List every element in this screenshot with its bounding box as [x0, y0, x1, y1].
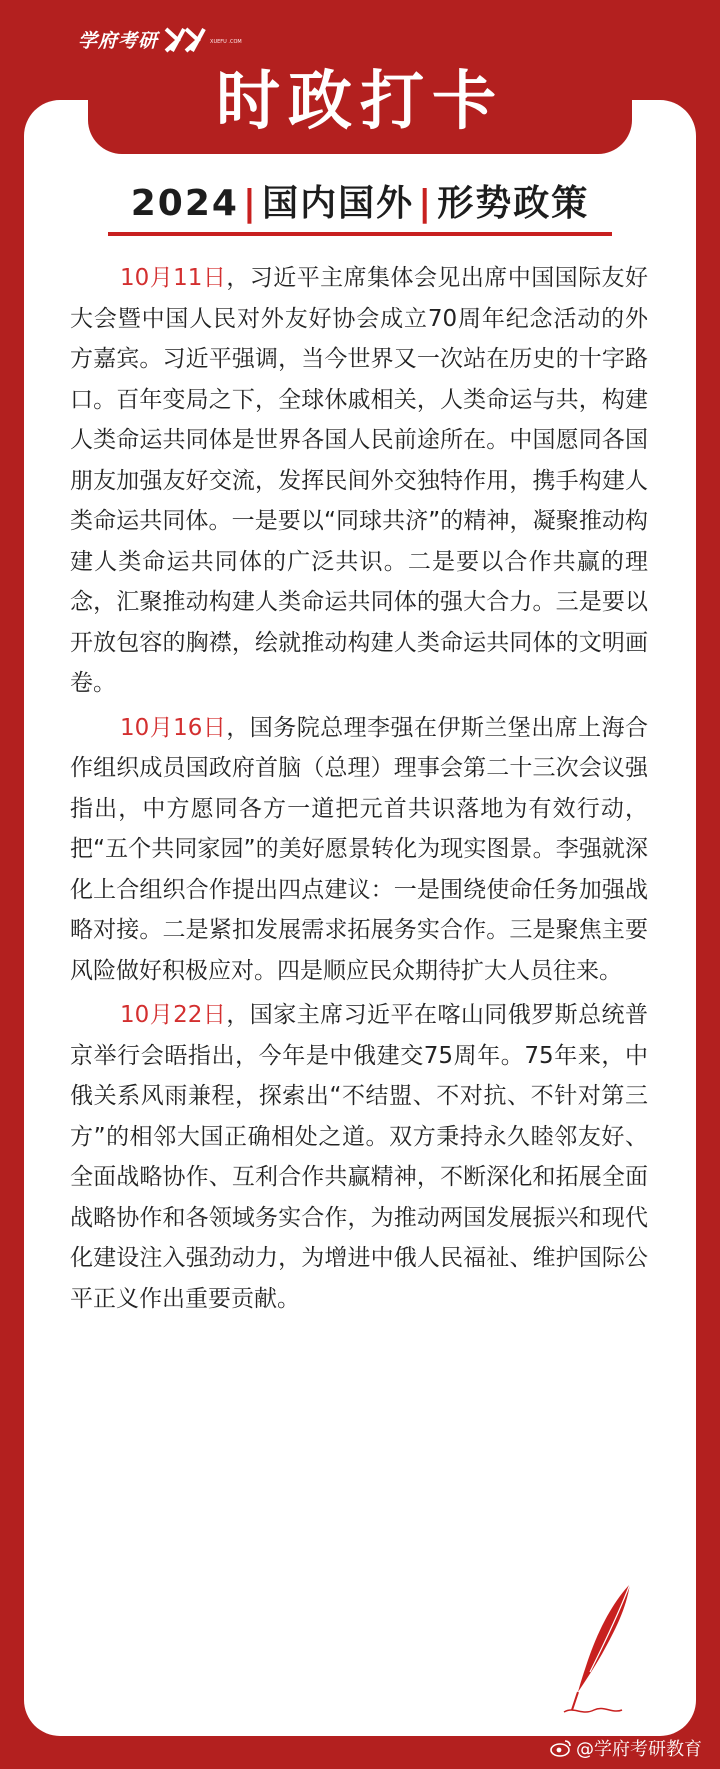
- subtitle-year: 2024: [130, 183, 239, 224]
- watermark: [550, 1735, 702, 1761]
- page-title: 时政打卡: [216, 65, 504, 139]
- article-list: [70, 258, 648, 1323]
- article-paragraph: [70, 708, 648, 992]
- xuefu-logo-icon: [164, 27, 208, 53]
- article-paragraph: [70, 995, 648, 1319]
- page-subtitle: [100, 178, 620, 230]
- subtitle-domestic: 国内国外: [262, 183, 415, 224]
- article-text: ，国务院总理李强在伊斯兰堡出席上海合作组织成员国政府首脑（总理）理事会第二十三次会议强指出，中方愿同各方一道把元首共识落地为有效行动，把“五个共同家园”的美好愿景转化为现实图景。李强就深化上合组织合作提出四点建议：一是围绕使命任务加强战略对接。二是紧扣发展需求拓展务实合作。三是聚焦主要风险做好积极应对。四是顺应民众期待扩大人员往来。: [70, 714, 648, 984]
- article-text: ，习近平主席集体会见出席中国国际友好大会暨中国人民对外友好协会成立70周年纪念活动的外方嘉宾。习近平强调，当今世界又一次站在历史的十字路口。百年变局之下，全球休戚相关，人类命运与共，构建人类命运共同体是世界各国人民前途所在。中国愿同各国朋友加强友好交流，发挥民间外交独特作用，携手构建人类命运共同体。一是要以“同球共济”的精神，凝聚推动构建人类命运共同体的广泛共识。二是要以合作共赢的理念，汇聚推动构建人类命运共同体的强大合力。三是要以开放包容的胸襟，绘就推动构建人类命运共同体的文明画卷。: [70, 265, 648, 696]
- subtitle-divider: |: [418, 183, 434, 224]
- quill-pen-icon: [560, 1580, 640, 1720]
- brand-name: 学府考研: [78, 30, 159, 52]
- watermark-text: @学府考研教育: [576, 1739, 702, 1760]
- subtitle-policy: 形势政策: [437, 183, 590, 224]
- brand-logo: [78, 26, 242, 53]
- article-paragraph: [70, 258, 648, 704]
- subtitle-divider: |: [242, 183, 259, 224]
- article-date: 10月16日: [120, 714, 227, 741]
- brand-sub: XUEFU .COM: [210, 38, 242, 45]
- article-date: 10月22日: [120, 1002, 227, 1028]
- article-text: ，国家主席习近平在喀山同俄罗斯总统普京举行会晤指出，今年是中俄建交75周年。75年来，中俄关系风雨兼程，探索出“不结盟、不对抗、不针对第三方”的相邻大国正确相处之道。双方秉持永久睦邻友好、全面战略协作、互利合作共赢精神，不断深化和拓展全面战略协作和各领域务实合作，为推动两国发展振兴和现代化建设注入强劲动力，为增进中俄人民福祉、维护国际公平正义作出重要贡献。: [70, 1002, 648, 1312]
- article-date: 10月11日: [120, 265, 227, 291]
- subtitle-underline: [108, 232, 612, 236]
- weibo-icon: [550, 1739, 572, 1757]
